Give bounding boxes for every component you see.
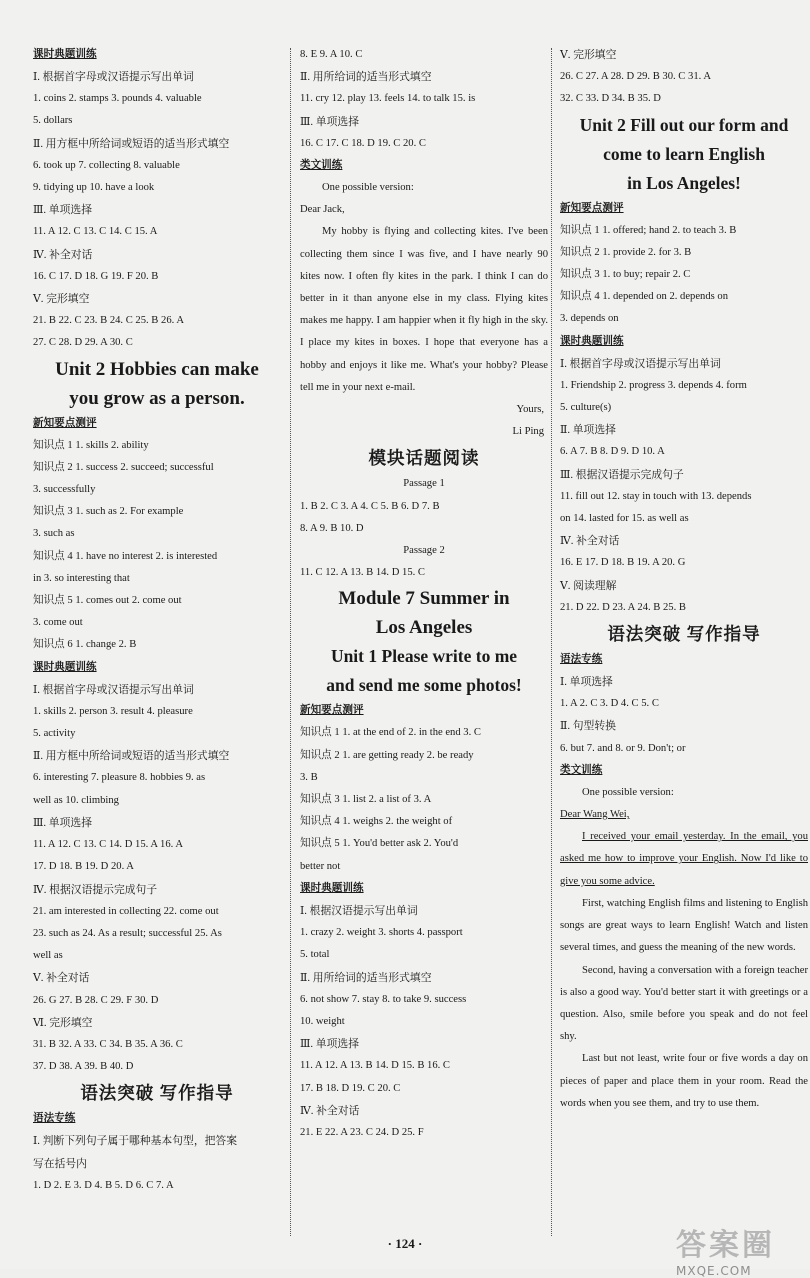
answer-line: well as (33, 950, 63, 962)
answer-line: 21. B 22. C 23. B 24. C 25. B 26. A (33, 315, 184, 327)
answer-line: 知识点 2 1. success 2. succeed; successful (33, 461, 214, 473)
essay-paragraph: First, watching English films and listening to English songs are great ways to learn English! Watch and listen several times, and guess the meaning of the new words. (560, 897, 808, 954)
passage-label: Passage 2 (403, 545, 445, 557)
unit-title: Unit 1 Please write to me (330, 646, 518, 667)
section-title: 语法突破 写作指导 (80, 1083, 234, 1104)
answer-line: 17. D 18. B 19. D 20. A (33, 861, 134, 873)
exercise-heading: Ⅲ. 单项选择 (300, 1038, 359, 1051)
answer-line: 21. am interested in collecting 22. come out (33, 905, 219, 917)
answer-line: 知识点 4 1. depended on 2. depends on (560, 291, 728, 303)
unit-title: come to learn English (603, 143, 765, 164)
exercise-heading: Ⅳ. 补全对话 (33, 248, 93, 261)
answer-line: 5. total (300, 949, 330, 961)
section-bar-title: 类文训练 (300, 160, 343, 172)
answer-line: 知识点 3 1. list 2. a list of 3. A (300, 794, 432, 806)
answer-line: 6. not show 7. stay 8. to take 9. success (300, 993, 467, 1005)
section-title: 语法突破 写作指导 (607, 624, 761, 645)
answer-line: 16. C 17. C 18. D 19. C 20. C (300, 137, 426, 149)
essay-paragraph: My hobby is flying and collecting kites. I've been collecting them since I was five, and I have nearly 90 kites now. I often fly kites in the park. I think I can do better in it than anyone else in my class. Flying kites makes me happy. I am happier when it fly high in the sky. I place my kites in boxes. I hope that everyone has a hobby and enjoys it like me. What's your hobby? Please tell me in your next e-mail. (300, 226, 548, 393)
exercise-heading: Ⅱ. 用所给词的适当形式填空 (300, 971, 432, 984)
section-bar-title: 新知要点测评 (560, 202, 624, 214)
section-bar-title: 语法专练 (33, 1113, 76, 1125)
exercise-heading: Ⅳ. 补全对话 (560, 535, 620, 548)
answer-line: 21. E 22. A 23. C 24. D 25. F (300, 1126, 424, 1138)
answer-line: 1. A 2. C 3. D 4. C 5. C (560, 698, 659, 710)
answer-line: 11. A 12. C 13. C 14. D 15. A 16. A (33, 839, 184, 851)
answer-line: better not (300, 860, 341, 872)
answer-line: 知识点 1 1. at the end of 2. in the end 3. C (300, 727, 481, 739)
answer-line: 1. D 2. E 3. D 4. B 5. D 6. C 7. A (33, 1179, 174, 1191)
answer-line: 21. D 22. D 23. A 24. B 25. B (560, 601, 686, 613)
unit-title: and send me some photos! (326, 675, 522, 696)
column-divider (290, 48, 291, 1236)
answer-line: 3. successfully (33, 484, 96, 496)
answer-line: 26. C 27. A 28. D 29. B 30. C 31. A (560, 71, 711, 83)
exercise-heading: Ⅰ. 判断下列句子属于哪种基本句型，把答案 (33, 1135, 238, 1148)
answer-line: 5. dollars (33, 115, 73, 127)
answer-line: 27. C 28. D 29. A 30. C (33, 337, 133, 349)
section-bar-title: 课时典题训练 (560, 335, 624, 347)
watermark-url: MXQE.COM (676, 1264, 752, 1278)
exercise-heading: Ⅱ. 用方框中所给词或短语的适当形式填空 (33, 137, 230, 150)
answer-line: 11. C 12. A 13. B 14. D 15. C (300, 567, 425, 579)
section-bar-title: 课时典题训练 (300, 882, 364, 894)
section-bar-title: 课时典题训练 (33, 49, 97, 60)
answer-line: 32. C 33. D 34. B 35. D (560, 93, 661, 105)
exercise-heading: Ⅱ. 用方框中所给词或短语的适当形式填空 (33, 750, 230, 763)
essay-paragraph: One possible version: (322, 182, 414, 194)
section-bar-title: 课时典题训练 (33, 661, 97, 673)
unit-title: Unit 2 Hobbies can make (55, 358, 259, 380)
essay-paragraph: One possible version: (582, 786, 674, 798)
middle-column (300, 44, 548, 1144)
answer-line: 5. activity (33, 728, 76, 740)
answer-line: 26. G 27. B 28. C 29. F 30. D (33, 994, 159, 1006)
exercise-heading: Ⅲ. 单项选择 (33, 204, 92, 217)
answer-line: 17. B 18. D 19. C 20. C (300, 1082, 401, 1094)
answer-line: 3. B (300, 771, 318, 783)
exercise-heading: Ⅰ. 根据首字母或汉语提示写出单词 (560, 357, 721, 370)
answer-line: 3. come out (33, 617, 83, 629)
answer-line: in 3. so interesting that (33, 572, 130, 584)
answer-line: 16. E 17. D 18. B 19. A 20. G (560, 557, 686, 569)
unit-title: in Los Angeles! (627, 172, 741, 193)
exercise-heading: Ⅴ. 补全对话 (33, 972, 90, 985)
column-divider (551, 48, 552, 1236)
answer-line: 6. but 7. and 8. or 9. Don't; or (560, 742, 686, 754)
answer-line: 6. interesting 7. pleasure 8. hobbies 9. as (33, 772, 206, 784)
essay-paragraph: Last but not least, write four or five words a day on pieces of paper and place them in your room. Read the words when you see them, and try to use them. (560, 1053, 808, 1109)
section-bar-title: 新知要点测评 (300, 705, 364, 717)
exercise-heading: Ⅱ. 句型转换 (560, 720, 616, 733)
answer-line: 9. tidying up 10. have a look (33, 182, 155, 194)
answer-line: 5. culture(s) (560, 402, 612, 414)
unit-title: Module 7 Summer in (338, 588, 510, 610)
answer-line: 知识点 1 1. offered; hand 2. to teach 3. B (560, 224, 737, 236)
unit-title: you grow as a person. (69, 387, 245, 409)
passage-label: Passage 1 (403, 478, 445, 490)
watermark-logo (676, 1220, 804, 1278)
exercise-heading: Ⅰ. 根据首字母或汉语提示写出单词 (33, 71, 194, 83)
answer-line: 3. such as (33, 528, 75, 540)
section-title: 模块话题阅读 (368, 448, 480, 469)
answer-line: 知识点 3 1. to buy; repair 2. C (560, 269, 691, 281)
right-column (560, 44, 808, 1115)
answer-line: 37. D 38. A 39. B 40. D (33, 1061, 134, 1073)
answer-line: 知识点 5 1. You'd better ask 2. You'd (300, 838, 459, 850)
answer-line: 8. A 9. B 10. D (300, 522, 364, 534)
watermark-text: 答案圈 (676, 1228, 775, 1263)
answer-line: 6. A 7. B 8. D 9. D 10. A (560, 446, 665, 458)
left-column (33, 44, 281, 1197)
exercise-heading: Ⅳ. 根据汉语提示完成句子 (33, 883, 158, 896)
answer-line: 知识点 4 1. weighs 2. the weight of (300, 816, 453, 828)
exercise-heading: Ⅴ. 完形填空 (560, 49, 617, 61)
answer-line: 11. A 12. A 13. B 14. D 15. B 16. C (300, 1060, 451, 1072)
exercise-heading: Ⅲ. 单项选择 (33, 816, 92, 829)
unit-title: Los Angeles (375, 617, 473, 639)
answer-line: 知识点 4 1. have no interest 2. is interested (33, 550, 218, 562)
answer-line: 知识点 2 1. are getting ready 2. be ready (300, 749, 474, 761)
answer-line: 3. depends on (560, 313, 619, 325)
section-bar-title: 新知要点测评 (33, 417, 97, 429)
essay-paragraph: I received your email yesterday. In the email, you asked me how to improve your English. Now I'd like to give you some advice. (560, 831, 808, 887)
answer-line: 知识点 1 1. skills 2. ability (33, 439, 149, 451)
answer-line: 1. coins 2. stamps 3. pounds 4. valuable (33, 93, 202, 105)
exercise-heading: Ⅳ. 补全对话 (300, 1104, 360, 1117)
answer-line: 11. A 12. C 13. C 14. C 15. A (33, 226, 158, 238)
section-bar-title: 类文训练 (560, 764, 603, 776)
section-bar-title: 语法专练 (560, 654, 603, 666)
exercise-heading: 写在括号内 (33, 1157, 87, 1170)
essay-signature: Yours, (516, 404, 544, 416)
answer-line: 8. E 9. A 10. C (300, 49, 363, 60)
answer-line: on 14. lasted for 15. as well as (560, 513, 689, 525)
exercise-heading: Ⅲ. 根据汉语提示完成句子 (560, 468, 684, 481)
exercise-heading: Ⅰ. 单项选择 (560, 676, 613, 689)
exercise-heading: Ⅴ. 阅读理解 (560, 579, 617, 592)
answer-line: 1. B 2. C 3. A 4. C 5. B 6. D 7. B (300, 500, 440, 512)
answer-line: 10. weight (300, 1015, 345, 1027)
answer-line: 23. such as 24. As a result; successful 25. As (33, 927, 222, 939)
answer-line: 6. took up 7. collecting 8. valuable (33, 159, 180, 171)
answer-line: 知识点 6 1. change 2. B (33, 639, 137, 651)
answer-line: 1. skills 2. person 3. result 4. pleasure (33, 705, 193, 717)
unit-title: Unit 2 Fill out our form and (579, 114, 789, 135)
exercise-heading: Ⅵ. 完形填空 (33, 1016, 93, 1029)
answer-line: well as 10. climbing (33, 794, 119, 806)
exercise-heading: Ⅴ. 完形填空 (33, 293, 90, 306)
essay-line: Dear Jack, (300, 204, 345, 216)
exercise-heading: Ⅲ. 单项选择 (300, 115, 359, 128)
answer-line: 11. cry 12. play 13. feels 14. to talk 15. is (300, 93, 476, 105)
exercise-heading: Ⅱ. 单项选择 (560, 424, 616, 437)
essay-paragraph: Second, having a conversation with a foreign teacher is also a good way. You'd better start it with greetings or a question. Also, smile before you speak and do not feel shy. (560, 964, 808, 1043)
answer-line: 31. B 32. A 33. C 34. B 35. A 36. C (33, 1038, 183, 1050)
answer-line: 知识点 5 1. comes out 2. come out (33, 595, 182, 607)
exercise-heading: Ⅱ. 用所给词的适当形式填空 (300, 71, 432, 84)
essay-signature: Li Ping (512, 426, 544, 438)
exercise-heading: Ⅰ. 根据汉语提示写出单词 (300, 904, 418, 917)
answer-line: 知识点 2 1. provide 2. for 3. B (560, 246, 692, 258)
answer-line: 1. Friendship 2. progress 3. depends 4. form (560, 379, 747, 391)
essay-salutation: Dear Wang Wei, (560, 809, 630, 821)
answer-line: 1. crazy 2. weight 3. shorts 4. passport (300, 927, 463, 939)
exercise-heading: Ⅰ. 根据首字母或汉语提示写出单词 (33, 683, 194, 696)
page-number: · 124 · (387, 1236, 423, 1251)
answer-line: 11. fill out 12. stay in touch with 13. depends (560, 490, 752, 502)
answer-line: 16. C 17. D 18. G 19. F 20. B (33, 270, 159, 282)
answer-line: 知识点 3 1. such as 2. For example (33, 506, 184, 518)
